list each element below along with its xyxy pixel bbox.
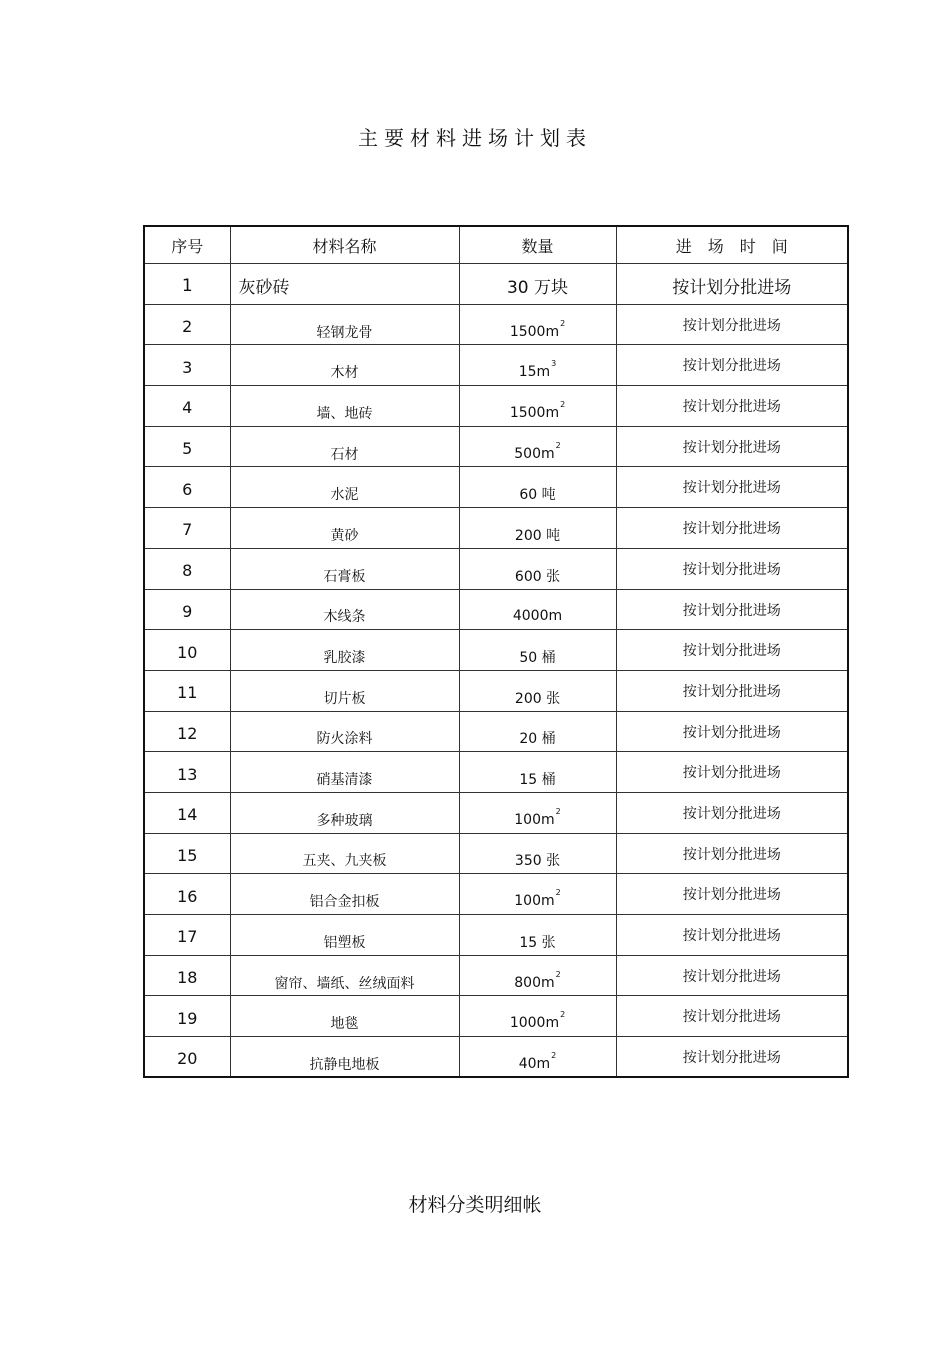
row-index: 9	[144, 589, 230, 630]
row-quantity	[459, 386, 616, 427]
row-entry-time: 按计划分批进场	[616, 670, 848, 711]
row-material-name: 石膏板	[230, 548, 459, 589]
row-index: 4	[144, 386, 230, 427]
row-quantity	[459, 304, 616, 345]
row-entry-time: 按计划分批进场	[616, 548, 848, 589]
quantity-value: 100m	[514, 811, 555, 828]
row-index: 8	[144, 548, 230, 589]
table-row	[144, 548, 848, 589]
row-material-name: 五夹、九夹板	[230, 833, 459, 874]
row-quantity	[459, 426, 616, 467]
row-entry-time: 按计划分批进场	[616, 386, 848, 427]
row-quantity	[459, 345, 616, 386]
row-material-name: 防火涂料	[230, 711, 459, 752]
row-index: 5	[144, 426, 230, 467]
table-row	[144, 955, 848, 996]
row-material-name: 乳胶漆	[230, 630, 459, 671]
row-index: 1	[144, 264, 230, 305]
quantity-value: 600 张	[514, 568, 561, 585]
quantity-value: 1000m	[509, 1015, 560, 1032]
table-row	[144, 670, 848, 711]
table-header-row	[144, 226, 848, 264]
row-entry-time: 按计划分批进场	[616, 955, 848, 996]
row-quantity	[459, 915, 616, 956]
table-row	[144, 508, 848, 549]
row-material-name: 铝合金扣板	[230, 874, 459, 915]
row-index: 12	[144, 711, 230, 752]
quantity-value: 1500m	[509, 404, 560, 421]
row-quantity	[459, 630, 616, 671]
row-entry-time: 按计划分批进场	[616, 630, 848, 671]
quantity-value: 500m	[514, 445, 555, 462]
table-row	[144, 386, 848, 427]
table-row	[144, 792, 848, 833]
row-entry-time: 按计划分批进场	[616, 915, 848, 956]
table-row	[144, 630, 848, 671]
row-entry-time: 按计划分批进场	[616, 345, 848, 386]
row-index: 17	[144, 915, 230, 956]
row-entry-time: 按计划分批进场	[616, 874, 848, 915]
table-row	[144, 1037, 848, 1078]
row-material-name: 木线条	[230, 589, 459, 630]
row-index: 7	[144, 508, 230, 549]
unit-exponent: 2	[555, 888, 561, 898]
row-entry-time: 按计划分批进场	[616, 467, 848, 508]
quantity-value: 800m	[514, 974, 555, 991]
row-quantity	[459, 874, 616, 915]
row-index: 15	[144, 833, 230, 874]
unit-exponent: 2	[551, 1050, 557, 1060]
header-index: 序号	[144, 226, 230, 264]
row-quantity	[459, 833, 616, 874]
row-quantity	[459, 548, 616, 589]
row-entry-time: 按计划分批进场	[616, 833, 848, 874]
row-entry-time: 按计划分批进场	[616, 264, 848, 305]
unit-exponent: 2	[560, 1010, 566, 1020]
header-material-name: 材料名称	[230, 226, 459, 264]
row-quantity	[459, 467, 616, 508]
table-row	[144, 467, 848, 508]
row-index: 11	[144, 670, 230, 711]
row-material-name: 石材	[230, 426, 459, 467]
row-material-name: 木材	[230, 345, 459, 386]
unit-exponent: 2	[560, 318, 566, 328]
row-entry-time: 按计划分批进场	[616, 1037, 848, 1078]
row-entry-time: 按计划分批进场	[616, 711, 848, 752]
row-material-name: 地毯	[230, 996, 459, 1037]
section-subtitle: 材料分类明细帐	[408, 1194, 542, 1216]
row-quantity	[459, 264, 616, 305]
unit-exponent: 2	[555, 440, 561, 450]
row-material-name: 黄砂	[230, 508, 459, 549]
row-index: 6	[144, 467, 230, 508]
unit-exponent: 2	[555, 969, 561, 979]
row-quantity	[459, 1037, 616, 1078]
row-material-name: 轻钢龙骨	[230, 304, 459, 345]
quantity-value: 50 桶	[519, 650, 556, 667]
unit-exponent: 2	[555, 806, 561, 816]
table-row	[144, 915, 848, 956]
row-material-name: 硝基清漆	[230, 752, 459, 793]
row-index: 13	[144, 752, 230, 793]
table-row	[144, 752, 848, 793]
quantity-value: 200 张	[514, 690, 561, 707]
quantity-value: 15m	[518, 364, 551, 381]
row-quantity	[459, 996, 616, 1037]
row-quantity	[459, 752, 616, 793]
row-index: 10	[144, 630, 230, 671]
row-quantity	[459, 792, 616, 833]
row-index: 18	[144, 955, 230, 996]
table-row	[144, 345, 848, 386]
row-index: 2	[144, 304, 230, 345]
row-quantity	[459, 589, 616, 630]
row-quantity	[459, 955, 616, 996]
quantity-value: 1500m	[509, 323, 560, 340]
row-index: 19	[144, 996, 230, 1037]
row-entry-time: 按计划分批进场	[616, 426, 848, 467]
table-row	[144, 426, 848, 467]
quantity-value: 60 吨	[519, 487, 556, 504]
row-index: 16	[144, 874, 230, 915]
quantity-value: 100m	[514, 893, 555, 910]
quantity-value: 4000m	[512, 608, 563, 625]
row-entry-time: 按计划分批进场	[616, 304, 848, 345]
quantity-value: 20 桶	[519, 731, 556, 748]
row-index: 14	[144, 792, 230, 833]
table-row	[144, 996, 848, 1037]
header-entry-time: 进 场 时 间	[616, 226, 848, 264]
quantity-value: 40m	[518, 1055, 551, 1072]
quantity-value: 200 吨	[514, 527, 561, 544]
table-row	[144, 589, 848, 630]
quantity-value: 15 张	[519, 934, 556, 951]
header-quantity: 数量	[459, 226, 616, 264]
row-material-name: 窗帘、墙纸、丝绒面料	[230, 955, 459, 996]
row-material-name: 水泥	[230, 467, 459, 508]
table-row	[144, 711, 848, 752]
quantity-value: 30 万块	[506, 278, 569, 299]
table-row	[144, 833, 848, 874]
unit-exponent: 2	[560, 399, 566, 409]
unit-exponent: 3	[551, 359, 557, 369]
quantity-value: 15 桶	[519, 772, 556, 789]
row-quantity	[459, 508, 616, 549]
row-material-name: 切片板	[230, 670, 459, 711]
material-schedule-table	[143, 225, 849, 1078]
table-row	[144, 874, 848, 915]
row-entry-time: 按计划分批进场	[616, 996, 848, 1037]
document-title: 主要材料进场计划表	[358, 126, 592, 150]
row-quantity	[459, 670, 616, 711]
row-entry-time: 按计划分批进场	[616, 792, 848, 833]
row-entry-time: 按计划分批进场	[616, 752, 848, 793]
row-entry-time: 按计划分批进场	[616, 508, 848, 549]
row-material-name: 铝塑板	[230, 915, 459, 956]
row-quantity	[459, 711, 616, 752]
row-material-name: 抗静电地板	[230, 1037, 459, 1078]
table-row	[144, 264, 848, 305]
row-material-name: 墙、地砖	[230, 386, 459, 427]
row-index: 20	[144, 1037, 230, 1078]
table-row	[144, 304, 848, 345]
row-index: 3	[144, 345, 230, 386]
row-material-name: 多种玻璃	[230, 792, 459, 833]
quantity-value: 350 张	[514, 853, 561, 870]
row-entry-time: 按计划分批进场	[616, 589, 848, 630]
row-material-name: 灰砂砖	[230, 264, 459, 305]
